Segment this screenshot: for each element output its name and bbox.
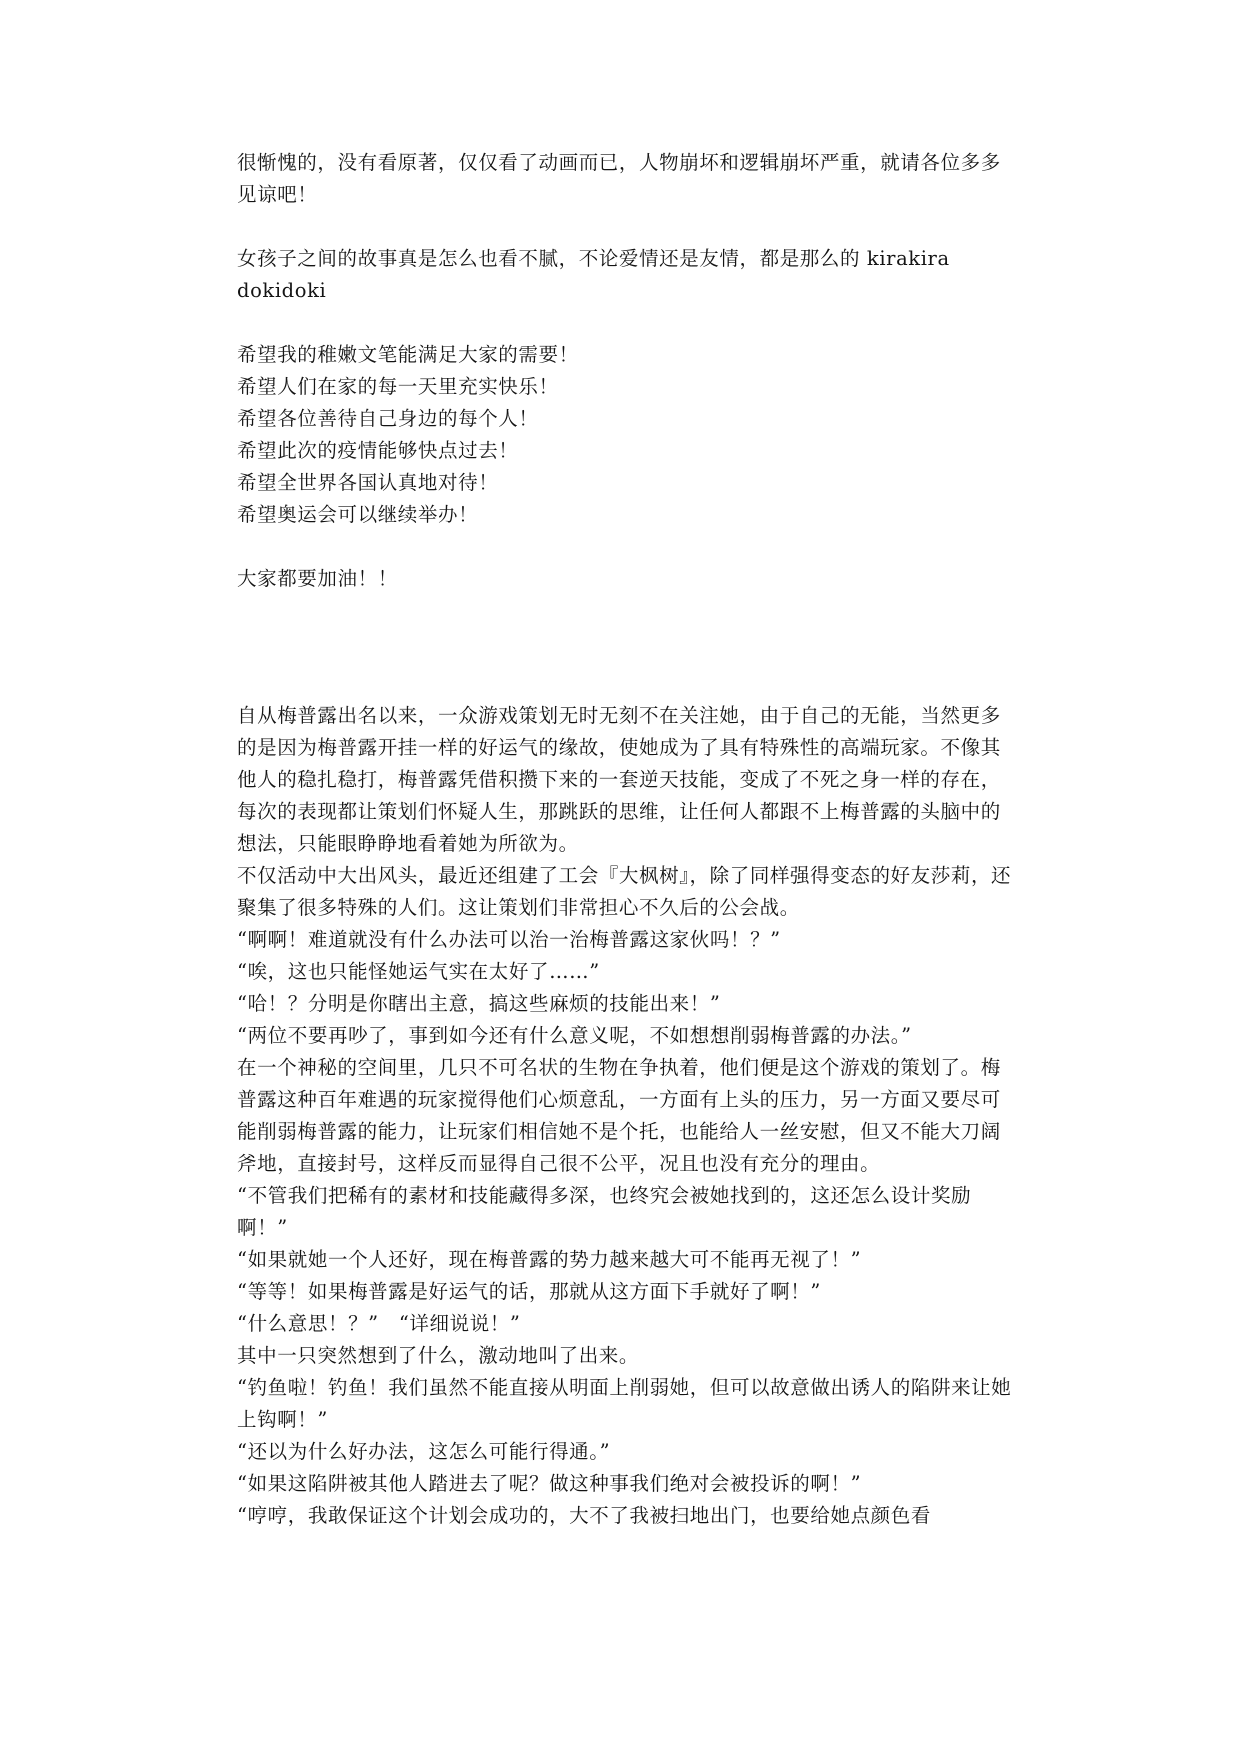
dialogue-line: “如果这陷阱被其他人踏进去了呢？做这种事我们绝对会被投诉的啊！” [237,1472,862,1495]
paragraph-gap [237,211,1017,243]
story-paragraph: 在一个神秘的空间里，几只不可名状的生物在争执着，他们便是这个游戏的策划了。梅普露这种百年难遇的玩家搅得他们心烦意乱，一方面有上头的压力，另一方面又要尽可能削弱梅普露的能力，让玩家们相信她不是个托，也能给人一丝安慰，但又不能大刀阔斧地，直接封号，这样反而显得自己很不公平，况且也没有充分的理由。 [237,1056,1001,1175]
dialogue-line: “钓鱼啦！钓鱼！我们虽然不能直接从明面上削弱她，但可以故意做出诱人的陷阱来让她上钩啊！” [237,1376,1012,1431]
wish-line: 希望奥运会可以继续举办！ [237,503,479,526]
dialogue-line: “什么意思！？” “详细说说！” [237,1312,521,1335]
story-paragraph: 自从梅普露出名以来，一众游戏策划无时无刻不在关注她，由于自己的无能，当然更多的是因为梅普露开挂一样的好运气的缘故，使她成为了具有特殊性的高端玩家。不像其他人的稳扎稳打，梅普露凭借积攒下来的一套逆天技能，变成了不死之身一样的存在，每次的表现都让策划们怀疑人生，那跳跃的思维，让任何人都跟不上梅普露的头脑中的想法，只能眼睁睁地看着她为所欲为。 [237,704,1001,855]
preface-paragraph: 很惭愧的，没有看原著，仅仅看了动画而已，人物崩坏和逻辑崩坏严重，就请各位多多见谅吧！ [237,151,1001,206]
preface-paragraph: 女孩子之间的故事真是怎么也看不腻，不论爱情还是友情，都是那么的 kirakira dokidoki [237,247,950,302]
story-section [237,700,1017,1532]
dialogue-line: “两位不要再吵了，事到如今还有什么意义呢，不如想想削弱梅普露的办法。” [237,1024,912,1047]
dialogue-line: “还以为什么好办法，这怎么可能行得通。” [237,1440,611,1463]
paragraph-gap [237,307,1017,339]
dialogue-line: “等等！如果梅普露是好运气的话，那就从这方面下手就好了啊！” [237,1280,821,1303]
wish-line: 希望我的稚嫩文笔能满足大家的需要！ [237,343,579,366]
wish-line: 希望人们在家的每一天里充实快乐！ [237,375,559,398]
dialogue-line: “如果就她一个人还好，现在梅普露的势力越来越大可不能再无视了！” [237,1248,862,1271]
wish-line: 希望全世界各国认真地对待！ [237,471,499,494]
wish-line: 希望各位善待自己身边的每个人！ [237,407,539,430]
dialogue-line: “啊啊！难道就没有什么办法可以治一治梅普露这家伙吗！？” [237,928,781,951]
dialogue-line: “不管我们把稀有的素材和技能藏得多深，也终究会被她找到的，这还怎么设计奖励啊！” [237,1184,972,1239]
closing-line: 大家都要加油！！ [237,567,398,590]
dialogue-line: “唉，这也只能怪她运气实在太好了……” [237,960,600,983]
dialogue-line: “哈！？分明是你瞎出主意，搞这些麻烦的技能出来！” [237,992,721,1015]
story-paragraph: 其中一只突然想到了什么，激动地叫了出来。 [237,1344,640,1367]
wish-line: 希望此次的疫情能够快点过去！ [237,439,519,462]
preface-section [237,147,1017,595]
dialogue-line: “哼哼，我敢保证这个计划会成功的，大不了我被扫地出门，也要给她点颜色看 [237,1504,931,1527]
story-paragraph: 不仅活动中大出风头，最近还组建了工会『大枫树』，除了同样强得变态的好友莎莉，还聚集了很多特殊的人们。这让策划们非常担心不久后的公会战。 [237,864,1012,919]
paragraph-gap [237,531,1017,563]
